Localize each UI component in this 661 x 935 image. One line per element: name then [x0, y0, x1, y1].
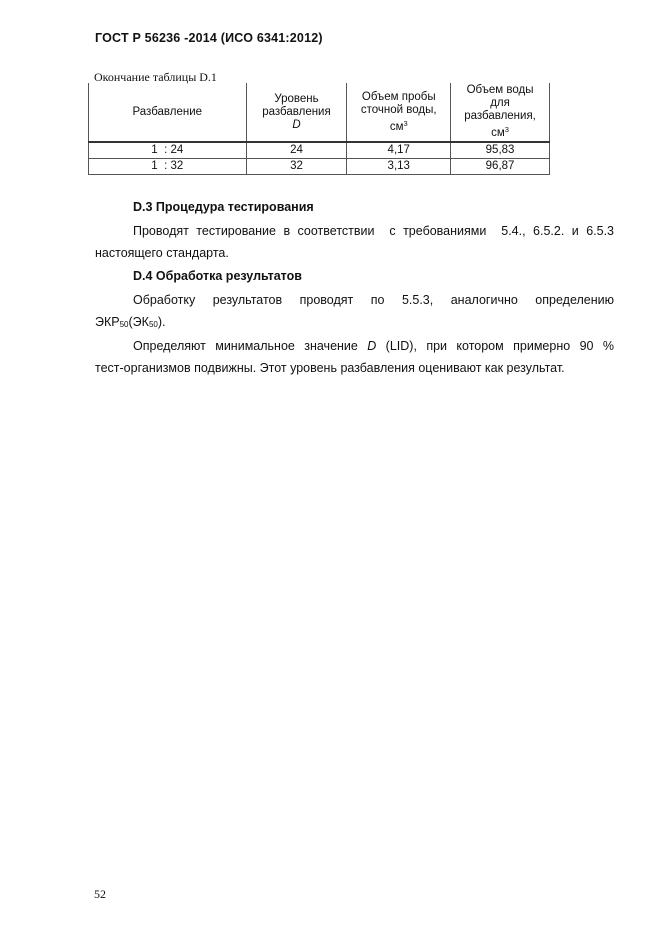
column-header-text: Объем пробы: [361, 90, 436, 103]
table-cell: 32: [246, 159, 347, 175]
column-header-text: для: [490, 97, 510, 109]
paragraph-line: [133, 339, 614, 353]
subscript: 50: [148, 320, 158, 329]
column-header-unit: [454, 123, 546, 140]
table-row: [89, 159, 550, 175]
dilution-table: [88, 83, 550, 175]
text-fragment: (LID), при котором примерно 90 %: [376, 339, 614, 353]
column-header-unit: [350, 117, 447, 134]
paragraph-line: Проводят тестирование в соответствии с требованиями 5.4., 6.5.2. и 6.5.3: [133, 224, 614, 238]
table-cell: 24: [246, 142, 347, 159]
variable-symbol: D: [367, 339, 377, 353]
paragraph-line: Обработку результатов проводят по 5.5.3, аналогично определению: [133, 293, 614, 307]
table-cell: 3,13: [347, 159, 451, 175]
paragraph-line: тест-организмов подвижны. Этот уровень разбавления оценивают как результат.: [95, 361, 565, 375]
table-cell: 95,83: [451, 142, 550, 159]
table-cell: 1 : 24: [89, 142, 247, 159]
column-header-symbol: D: [292, 118, 301, 131]
column-header-water-volume: [451, 83, 550, 142]
text-fragment: ЭКР: [95, 315, 120, 329]
page-number: 52: [94, 887, 106, 901]
column-header-sample-volume: [347, 83, 451, 142]
text-fragment: ).: [157, 315, 166, 329]
column-header-dilution-level: [246, 83, 347, 142]
table-cell: 4,17: [347, 142, 451, 159]
subscript: 50: [119, 320, 129, 329]
table-row: [89, 142, 550, 159]
column-header-text: Уровень: [274, 92, 319, 105]
paragraph-line: [95, 315, 166, 329]
text-fragment: (ЭК: [128, 315, 149, 329]
column-header-text: разбавления: [262, 105, 331, 118]
table-cell: 1 : 32: [89, 159, 247, 175]
column-header-text: Объем воды: [466, 84, 534, 96]
table-cell: 96,87: [451, 159, 550, 175]
unit-text: см: [491, 127, 505, 139]
unit-superscript: 3: [403, 118, 408, 128]
document-header: ГОСТ Р 56236 -2014 (ИСО 6341:2012): [95, 31, 323, 45]
paragraph-line: настоящего стандарта.: [95, 246, 229, 260]
section-heading-d4: D.4 Обработка результатов: [133, 269, 302, 283]
text-fragment: Определяют минимальное значение: [133, 339, 368, 353]
column-header-text: Разбавление: [132, 105, 203, 118]
unit-text: см: [389, 120, 404, 133]
column-header-text: сточной воды,: [360, 103, 437, 116]
column-header-dilution: [89, 83, 247, 142]
unit-superscript: 3: [504, 125, 509, 134]
table-header-row: [89, 83, 550, 142]
column-header-text: разбавления,: [464, 110, 536, 122]
table-caption: Окончание таблицы D.1: [94, 70, 217, 84]
section-heading-d3: D.3 Процедура тестирования: [133, 200, 314, 214]
